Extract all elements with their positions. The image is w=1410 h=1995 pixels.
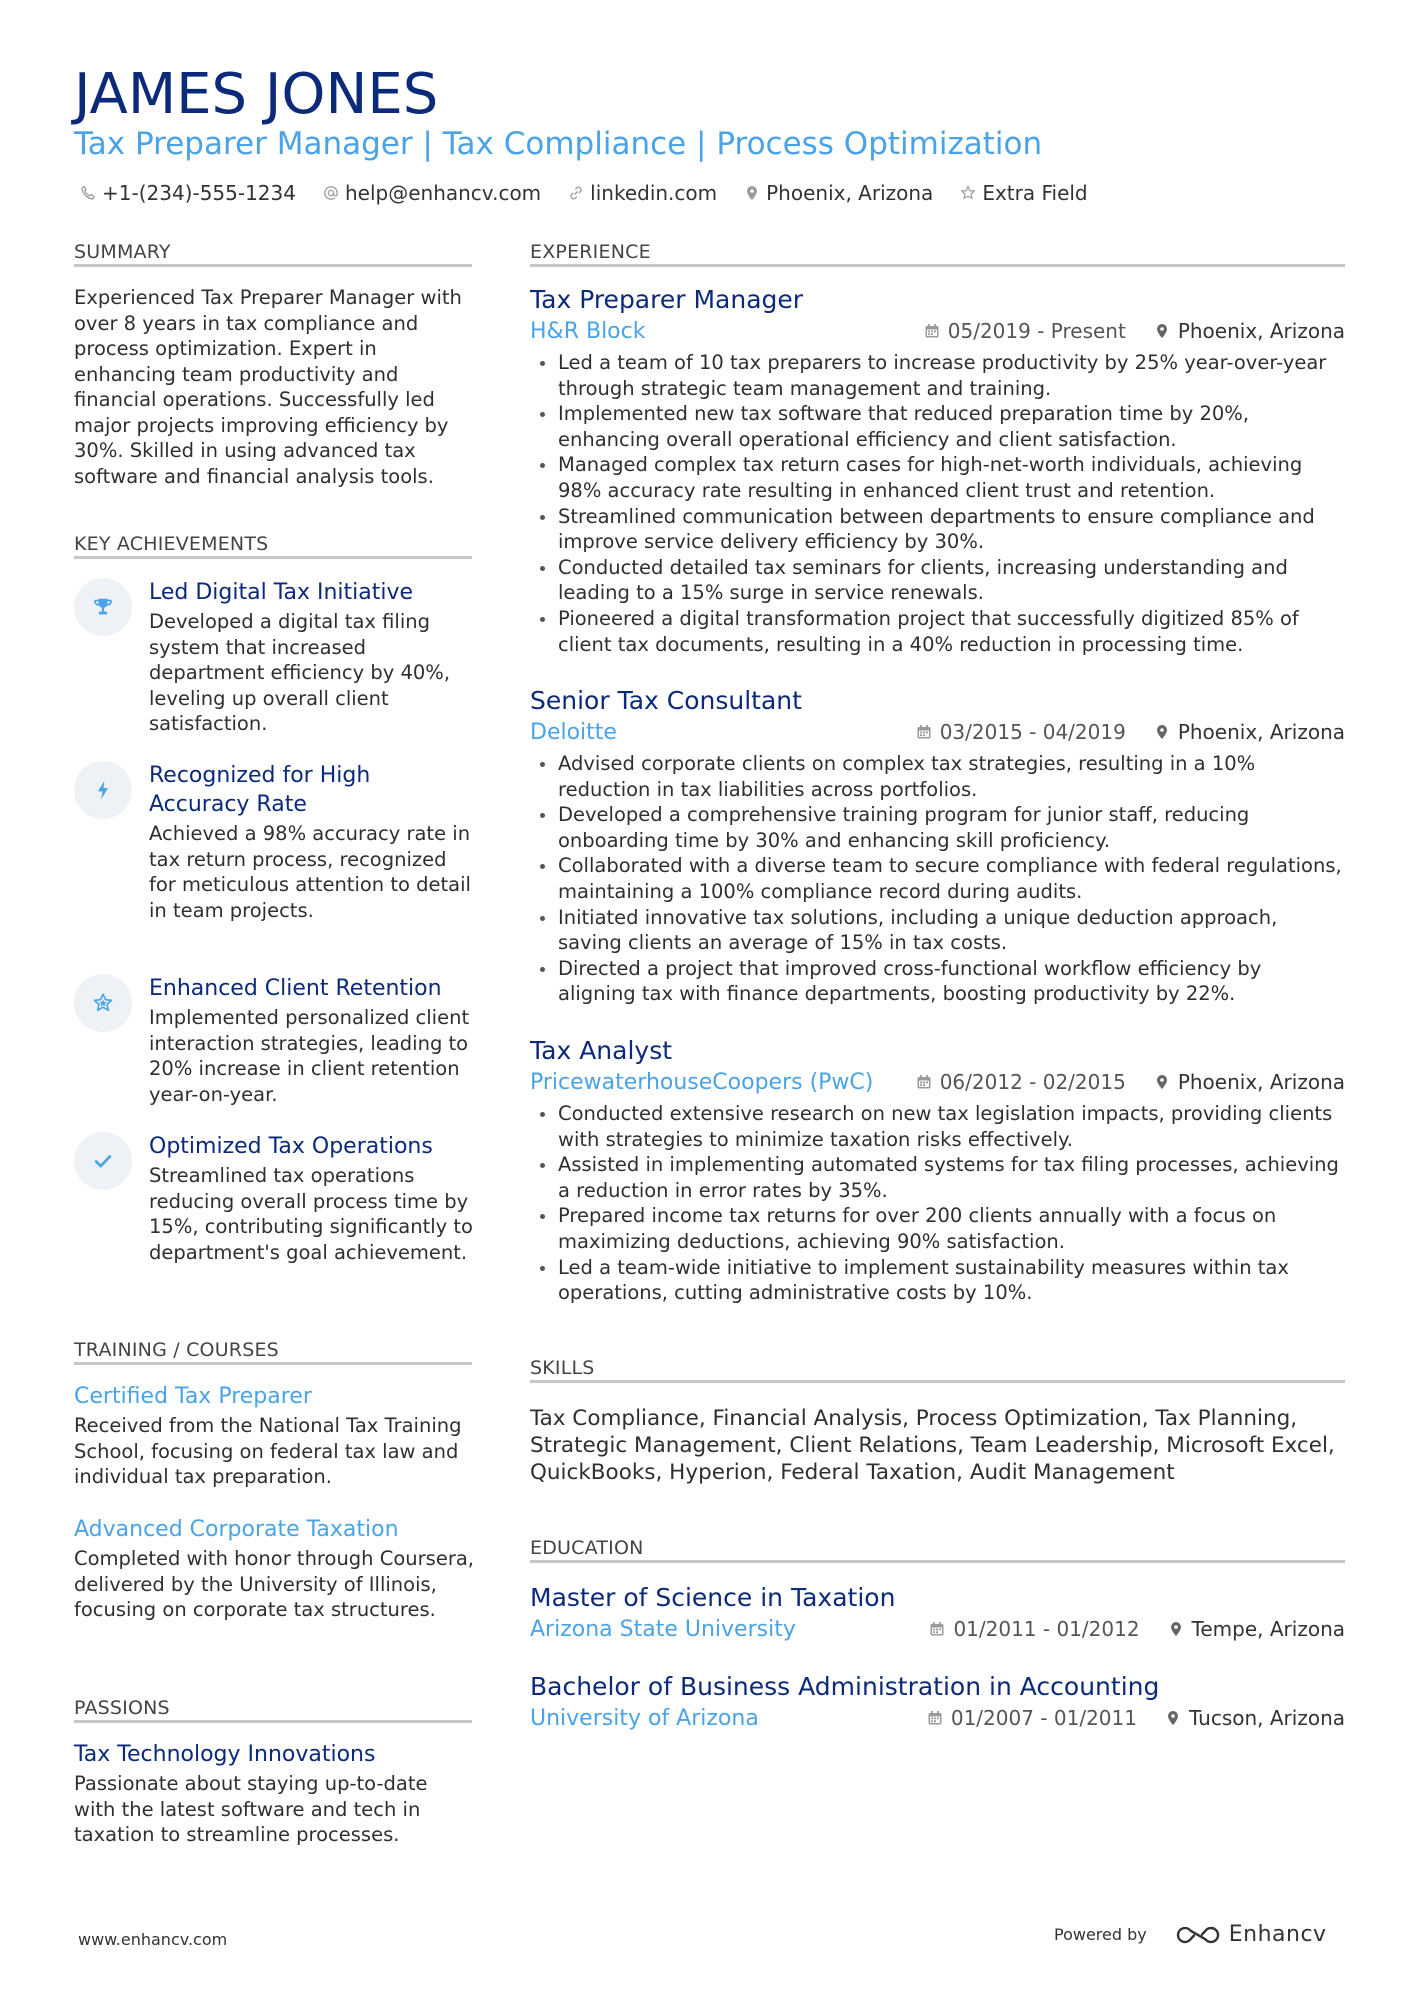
education-divider xyxy=(530,1560,1345,1563)
achievement-title: Optimized Tax Operations xyxy=(149,1134,433,1159)
summary-heading: SUMMARY xyxy=(74,241,171,263)
summary-text: Experienced Tax Preparer Manager with over 8 years in tax compliance and process optimization. Expert in enhancing team productivity and financial operations. Successfully led major projects improving efficiency by 30%. Skilled in using advanced tax software and financial analysis tools. xyxy=(74,286,462,488)
lightning-icon xyxy=(92,779,114,801)
achievement-title: Led Digital Tax Initiative xyxy=(149,580,414,605)
experience-heading: EXPERIENCE xyxy=(530,241,651,263)
education-location: Tempe, Arizona xyxy=(1191,1617,1345,1641)
at-icon xyxy=(323,185,339,201)
location-icon xyxy=(1154,323,1170,339)
passion-item xyxy=(74,1740,474,1848)
course-desc: Received from the National Tax Training School, focusing on federal tax law and individual tax preparation. xyxy=(74,1414,462,1488)
job-bullet: Streamlined communication between departments to ensure compliance and improve service delivery efficiency by 30%. xyxy=(530,504,1345,555)
candidate-name: JAMES JONES xyxy=(74,62,439,127)
passion-desc: Passionate about staying up-to-date with the latest software and tech in taxation to streamline processes. xyxy=(74,1772,428,1846)
passions-divider xyxy=(74,1720,472,1723)
job-dates: 06/2012 - 02/2015 xyxy=(939,1070,1126,1094)
job-company: H&R Block xyxy=(530,318,646,344)
job-location: Phoenix, Arizona xyxy=(1177,1070,1345,1094)
passions-heading: PASSIONS xyxy=(74,1697,170,1719)
job-entry xyxy=(530,1035,1345,1306)
achievement-icon-circle xyxy=(74,578,132,636)
location-icon xyxy=(1168,1621,1184,1637)
experience-divider xyxy=(530,264,1345,267)
education-heading: EDUCATION xyxy=(530,1537,644,1559)
education-entry xyxy=(530,1582,1345,1644)
job-location: Phoenix, Arizona xyxy=(1177,319,1345,343)
skills-text: Tax Compliance, Financial Analysis, Process Optimization, Tax Planning, Strategic Management, Client Relations, Team Leadership, Microsoft Excel, QuickBooks, Hyperion, Federal Taxation, Audit Management xyxy=(530,1406,1335,1485)
contact-phone[interactable] xyxy=(80,181,296,205)
skills-divider xyxy=(530,1380,1345,1383)
job-bullet: Led a team-wide initiative to implement sustainability measures within tax operations, cutting administrative costs by 10%. xyxy=(530,1255,1345,1306)
calendar-icon xyxy=(929,1621,945,1637)
job-company: Deloitte xyxy=(530,719,617,745)
contact-linkedin[interactable] xyxy=(568,181,717,205)
job-title: Tax Analyst xyxy=(530,1036,673,1065)
job-bullet: Assisted in implementing automated systems for tax filing processes, achieving a reduction in error rates by 35%. xyxy=(530,1152,1345,1203)
job-bullet: Implemented new tax software that reduced preparation time by 20%, enhancing overall operational efficiency and client satisfaction. xyxy=(530,401,1345,452)
education-school: University of Arizona xyxy=(530,1705,759,1731)
job-dates: 05/2019 - Present xyxy=(947,319,1126,343)
education-dates: 01/2007 - 01/2011 xyxy=(950,1706,1137,1730)
job-dates: 03/2015 - 04/2019 xyxy=(939,720,1126,744)
achievement-item xyxy=(74,761,474,923)
training-heading: TRAINING / COURSES xyxy=(74,1339,279,1361)
education-degree: Master of Science in Taxation xyxy=(530,1583,896,1612)
brand-name: Enhancv xyxy=(1228,1922,1327,1947)
skills-heading: SKILLS xyxy=(530,1357,595,1379)
achievement-item xyxy=(74,1132,474,1265)
education-location: Tucson, Arizona xyxy=(1188,1706,1345,1730)
education-degree: Bachelor of Business Administration in Accounting xyxy=(530,1672,1160,1701)
course-title: Certified Tax Preparer xyxy=(74,1384,312,1409)
job-bullet: Managed complex tax return cases for high-net-worth individuals, achieving 98% accuracy rate resulting in enhanced client trust and retention. xyxy=(530,452,1345,503)
job-bullet: Prepared income tax returns for over 200 clients annually with a focus on maximizing deductions, achieving 90% satisfaction. xyxy=(530,1203,1345,1254)
location-icon xyxy=(1154,724,1170,740)
location-icon xyxy=(1165,1710,1181,1726)
course-desc: Completed with honor through Coursera, delivered by the University of Illinois, focusing on corporate tax structures. xyxy=(74,1547,474,1621)
job-bullets xyxy=(530,1101,1345,1306)
course-title: Advanced Corporate Taxation xyxy=(74,1517,399,1542)
passion-title: Tax Technology Innovations xyxy=(74,1742,376,1767)
achievement-desc: Developed a digital tax filing system that increased department efficiency by 40%, leveling up overall client satisfaction. xyxy=(149,610,451,735)
contact-extra-text: Extra Field xyxy=(982,181,1088,205)
achievement-title: Recognized for High Accuracy Rate xyxy=(149,763,371,817)
education-dates: 01/2011 - 01/2012 xyxy=(953,1617,1140,1641)
job-bullet: Collaborated with a diverse team to secure compliance with federal regulations, maintaining a 100% compliance record during audits. xyxy=(530,853,1345,904)
achievements-divider xyxy=(74,556,472,559)
contact-extra xyxy=(960,181,1087,205)
achievement-item xyxy=(74,974,474,1107)
achievement-icon-circle xyxy=(74,974,132,1032)
calendar-icon xyxy=(916,1074,932,1090)
job-title: Tax Preparer Manager xyxy=(530,285,804,314)
job-bullet: Conducted detailed tax seminars for clients, increasing understanding and leading to a 15% surge in service renewals. xyxy=(530,555,1345,606)
job-bullet: Conducted extensive research on new tax legislation impacts, providing clients with strategies to minimize taxation risks effectively. xyxy=(530,1101,1345,1152)
job-title: Senior Tax Consultant xyxy=(530,686,802,715)
location-icon xyxy=(744,185,760,201)
contact-phone-text: +1-(234)-555-1234 xyxy=(102,181,296,205)
contact-email[interactable] xyxy=(323,181,541,205)
footer-website[interactable]: www.enhancv.com xyxy=(78,1930,228,1949)
enhancv-logo-icon xyxy=(1175,1923,1221,1947)
contact-location-text: Phoenix, Arizona xyxy=(766,181,934,205)
job-company: PricewaterhouseCoopers (PwC) xyxy=(530,1069,874,1095)
education-school: Arizona State University xyxy=(530,1616,796,1642)
course-item xyxy=(74,1515,474,1623)
contact-bar xyxy=(80,178,1115,208)
job-bullet: Pioneered a digital transformation project that successfully digitized 85% of client tax documents, resulting in a 40% reduction in processing time. xyxy=(530,606,1345,657)
contact-location xyxy=(744,181,933,205)
job-bullet: Initiated innovative tax solutions, including a unique deduction approach, saving clients an average of 15% in tax costs. xyxy=(530,905,1345,956)
achievement-icon-circle xyxy=(74,761,132,819)
course-item xyxy=(74,1382,474,1490)
job-bullets xyxy=(530,751,1345,1007)
job-entry xyxy=(530,284,1345,657)
job-bullet: Advised corporate clients on complex tax strategies, resulting in a 10% reduction in tax liabilities across portfolios. xyxy=(530,751,1345,802)
phone-icon xyxy=(80,185,96,201)
candidate-headline: Tax Preparer Manager | Tax Compliance | Process Optimization xyxy=(74,126,1043,162)
achievement-desc: Achieved a 98% accuracy rate in tax return process, recognized for meticulous attention to detail in team projects. xyxy=(149,822,471,922)
checkmark-icon xyxy=(92,1150,114,1172)
contact-email-text: help@enhancv.com xyxy=(344,181,542,205)
trophy-icon xyxy=(92,596,114,618)
contact-linkedin-text: linkedin.com xyxy=(590,181,718,205)
job-bullet: Led a team of 10 tax preparers to increase productivity by 25% year-over-year through strategic team management and training. xyxy=(530,350,1345,401)
footer-powered-by xyxy=(1054,1922,1327,1947)
calendar-icon xyxy=(916,724,932,740)
link-icon xyxy=(568,185,584,201)
star-badge-icon xyxy=(92,992,114,1014)
achievement-item xyxy=(74,578,474,737)
training-divider xyxy=(74,1362,472,1365)
job-location: Phoenix, Arizona xyxy=(1177,720,1345,744)
achievement-desc: Implemented personalized client interaction strategies, leading to 20% increase in client retention year-on-year. xyxy=(149,1006,470,1106)
calendar-icon xyxy=(924,323,940,339)
star-icon xyxy=(960,185,976,201)
achievement-title: Enhanced Client Retention xyxy=(149,976,442,1001)
summary-divider xyxy=(74,264,472,267)
job-bullets xyxy=(530,350,1345,657)
achievements-heading: KEY ACHIEVEMENTS xyxy=(74,533,269,555)
calendar-icon xyxy=(927,1710,943,1726)
location-icon xyxy=(1154,1074,1170,1090)
job-bullet: Developed a comprehensive training program for junior staff, reducing onboarding time by 30% and enhancing skill proficiency. xyxy=(530,802,1345,853)
enhancv-logo[interactable] xyxy=(1175,1922,1327,1947)
achievement-icon-circle xyxy=(74,1132,132,1190)
job-bullet: Directed a project that improved cross-functional workflow efficiency by aligning tax with finance departments, boosting productivity by 22%. xyxy=(530,956,1345,1007)
powered-by-label: Powered by xyxy=(1054,1925,1147,1944)
achievement-desc: Streamlined tax operations reducing overall process time by 15%, contributing significantly to department's goal achievement. xyxy=(149,1164,473,1264)
education-entry xyxy=(530,1671,1345,1733)
job-entry xyxy=(530,685,1345,1007)
